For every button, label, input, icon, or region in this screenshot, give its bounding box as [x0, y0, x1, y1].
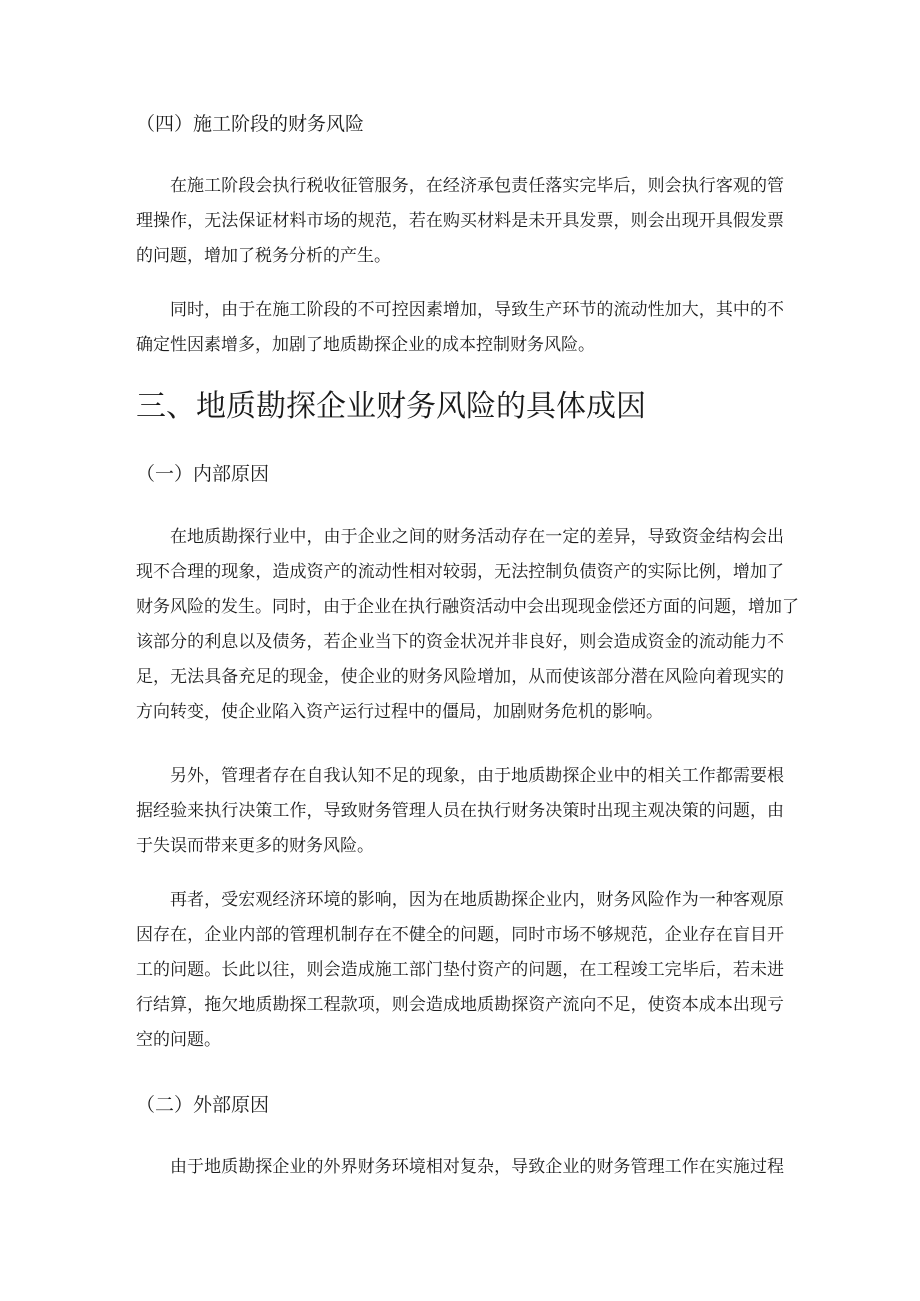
chapter-heading-causes: 三、地质勘探企业财务风险的具体成因: [136, 389, 646, 424]
text-line: 由于地质勘探企业的外界财务环境相对复杂，导致企业的财务管理工作在实施过程: [170, 1157, 784, 1177]
text-line: 在施工阶段会执行税收征管服务，在经济承包责任落实完毕后，则会执行客观的管: [170, 176, 784, 196]
text-line: 再者，受宏观经济环境的影响，因为在地质勘探企业内，财务风险作为一种客观原: [170, 890, 784, 910]
paragraph-external-environment: [136, 1150, 784, 1185]
paragraph-internal-management: [136, 759, 784, 864]
paragraph-internal-capital-structure: [136, 520, 799, 730]
text-line: 据经验来执行决策工作，导致财务管理人员在执行财务决策时出现主观决策的问题，由: [136, 801, 784, 821]
paragraph-internal-macro-economy: [136, 883, 784, 1058]
text-line: 该部分的利息以及债务，若企业当下的资金状况并非良好，则会造成资金的流动能力不: [136, 632, 784, 652]
paragraph-construction-uncertainty: [136, 293, 784, 363]
text-line: 同时，由于在施工阶段的不可控因素增加，导致生产环节的流动性加大，其中的不: [170, 300, 784, 320]
text-line: 因存在，企业内部的管理机制存在不健全的问题，同时市场不够规范，企业存在盲目开: [136, 925, 784, 945]
section-heading-external: （二）外部原因: [136, 1094, 270, 1116]
paragraph-construction-tax: [136, 169, 784, 274]
section-heading-construction-risk: （四）施工阶段的财务风险: [136, 113, 365, 135]
text-line: 确定性因素增多，加剧了地质勘探企业的成本控制财务风险。: [136, 335, 595, 355]
text-line: 另外，管理者存在自我认知不足的现象，由于地质勘探企业中的相关工作都需要根: [170, 766, 784, 786]
text-line: 足，无法具备充足的现金，使企业的财务风险增加，从而使该部分潜在风险向着现实的: [136, 667, 784, 687]
text-line: 财务风险的发生。同时，由于企业在执行融资活动中会出现现金偿还方面的问题，增加了: [136, 597, 799, 617]
text-line: 工的问题。长此以往，则会造成施工部门垫付资产的问题，在工程竣工完毕后，若未进: [136, 960, 784, 980]
text-line: 方向转变，使企业陷入资产运行过程中的僵局，加剧财务危机的影响。: [136, 702, 663, 722]
text-line: 的问题，增加了税务分析的产生。: [136, 246, 391, 266]
text-line: 于失误而带来更多的财务风险。: [136, 836, 374, 856]
text-line: 行结算，拖欠地质勘探工程款项，则会造成地质勘探资产流向不足，使资本成本出现亏: [136, 995, 784, 1015]
text-line: 现不合理的现象，造成资产的流动性相对较弱，无法控制负债资产的实际比例，增加了: [136, 562, 784, 582]
text-line: 理操作，无法保证材料市场的规范，若在购买材料是未开具发票，则会出现开具假发票: [136, 211, 784, 231]
text-line: 在地质勘探行业中，由于企业之间的财务活动存在一定的差异，导致资金结构会出: [170, 527, 784, 547]
section-heading-internal: （一）内部原因: [136, 463, 270, 485]
text-line: 空的问题。: [136, 1030, 221, 1050]
